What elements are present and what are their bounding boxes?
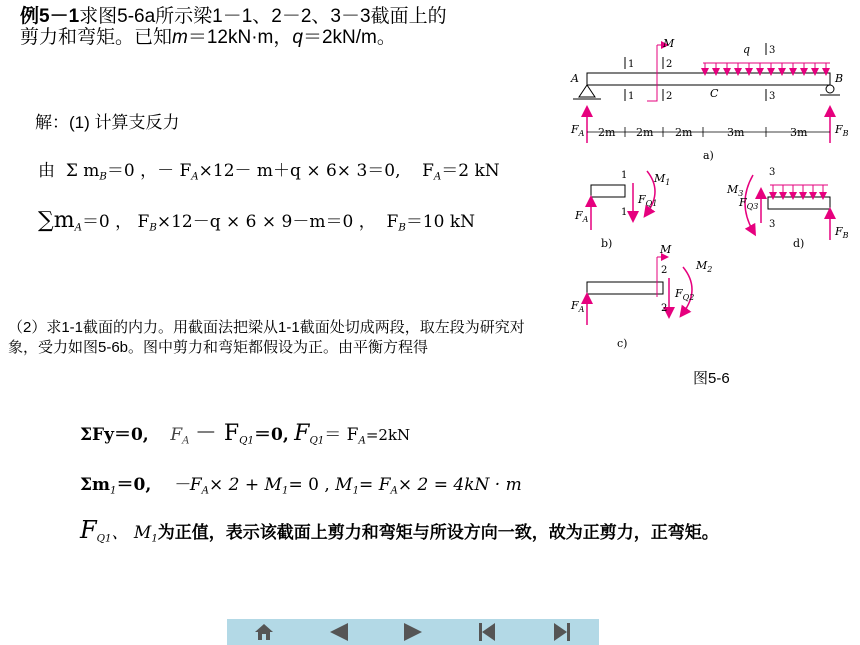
next-icon xyxy=(402,622,424,642)
dim-3: 2m xyxy=(675,126,693,139)
eq-m1-res3: × 2 = 4kN · m xyxy=(397,475,522,495)
eq-fy-fa-sub: A xyxy=(182,435,190,447)
eq-fy-fq1-sub2: Q1 xyxy=(309,435,325,447)
label-b-fa: $F_A$ xyxy=(575,209,589,224)
label-c-fa: $F_A$ xyxy=(571,299,585,314)
figure-caption: 图5-6 xyxy=(693,370,730,387)
dim-4: 3m xyxy=(727,126,745,139)
eq1-sub-b: B xyxy=(99,171,107,183)
label-section-2-top: 2 xyxy=(666,59,673,70)
eq-m1-body1: －F xyxy=(172,475,202,495)
label-c-fig: c) xyxy=(617,337,628,350)
title-q-symbol: q xyxy=(292,27,303,48)
dim-5: 3m xyxy=(790,126,808,139)
label-fq3: $F_{Q3}$ xyxy=(739,196,759,211)
equation-fy xyxy=(80,416,410,447)
eq-fy-fa: F xyxy=(170,425,183,445)
eq-m1-res2: = F xyxy=(359,475,391,495)
first-icon xyxy=(476,622,498,642)
support-b xyxy=(826,85,834,93)
label-m1: $M_1$ xyxy=(654,172,671,187)
eq-fy-eq2: ＝ F xyxy=(324,425,359,445)
dim-1: 2m xyxy=(598,126,616,139)
eq-m1-body2-sub: 1 xyxy=(281,485,289,497)
eq1-result-sub: A xyxy=(433,171,442,183)
beam-figure xyxy=(565,35,860,365)
eq-m1-res1-sub: 1 xyxy=(352,485,360,497)
next-button[interactable] xyxy=(376,619,450,645)
eq1-prefix: 由 xyxy=(38,161,55,181)
eq-fy-eq: ＝0, xyxy=(254,425,289,445)
title-text-1: 求图5-6a所示梁1－1、2－2、3－3截面上的 xyxy=(79,6,447,27)
eq-m1-lhs-eq: ＝0, xyxy=(116,475,152,495)
eq2-sub-b: B xyxy=(149,222,157,234)
label-b-fig: b) xyxy=(601,237,613,250)
label-b-s1-bottom: 1 xyxy=(621,207,628,218)
eq1-result-value: ＝2 kN xyxy=(441,161,500,181)
equation-m1 xyxy=(80,470,522,497)
eq-m1-body2: × 2 + M xyxy=(209,475,282,495)
last-icon xyxy=(551,622,573,642)
label-m3: $M_3$ xyxy=(727,183,744,198)
label-fq1: $F_{Q1}$ xyxy=(638,193,658,208)
label-b: B xyxy=(835,72,844,85)
label-section-3-bottom: 3 xyxy=(769,91,776,102)
eq-fy-fq1: F xyxy=(294,421,310,446)
eq1-mid: ＝0 ，－ F xyxy=(106,161,192,181)
title-q-value: ＝2kN/m。 xyxy=(302,27,396,48)
eq-fy-lhs: ΣFy＝0, xyxy=(80,425,149,445)
last-button[interactable] xyxy=(525,619,599,645)
navigation-bar xyxy=(227,619,599,645)
eq2-rest: ×12－q × 6 × 9－m＝0 ， xyxy=(156,212,376,232)
example-label: 例5－1 xyxy=(20,6,80,27)
label-section-3-top: 3 xyxy=(769,45,776,56)
eq2-result: F xyxy=(386,212,399,232)
home-icon xyxy=(253,622,275,642)
label-c-s2-top: 2 xyxy=(661,265,668,276)
conclusion-text: 为正值，表示该截面上剪力和弯矩与所设方向一致，故为正剪力，正弯矩。 xyxy=(157,523,719,543)
eq-fy-fq1-sub: Q1 xyxy=(239,435,255,447)
label-d-s3-bottom: 3 xyxy=(769,219,776,230)
support-a xyxy=(579,85,595,97)
label-d-fb: $F_B$ xyxy=(835,225,849,240)
label-m: M xyxy=(663,37,675,50)
step1-heading: 解：(1) 计算支反力 xyxy=(35,113,180,132)
label-a: A xyxy=(571,72,579,85)
eq1-sum: Σ m xyxy=(65,161,100,181)
conclusion-m-sub: 1 xyxy=(151,533,158,545)
equation-mb xyxy=(38,156,500,183)
label-c-s2-bottom: 2 xyxy=(661,303,668,314)
eq1-result: F xyxy=(422,161,434,181)
home-button[interactable] xyxy=(227,619,301,645)
segment-c xyxy=(587,282,663,294)
label-fb: $F_B$ xyxy=(835,123,849,138)
eq-m1-body3: = 0 , xyxy=(288,475,330,495)
eq2-result-value: ＝10 kN xyxy=(405,212,476,232)
eq-m1-res2-sub: A xyxy=(390,485,398,497)
title-m-symbol: m xyxy=(172,27,188,48)
eq1-sub-a: A xyxy=(191,171,199,183)
main-beam xyxy=(587,73,830,85)
label-fa: $F_A$ xyxy=(571,123,585,138)
eq2-sum: ∑m xyxy=(38,208,75,233)
title-text-2: 剪力和弯矩。已知 xyxy=(20,27,173,48)
example-title xyxy=(20,6,560,48)
eq1-rest: ×12－ m＋q × 6× 3＝0, xyxy=(198,161,401,181)
segment-d xyxy=(768,197,830,209)
eq2-result-sub: B xyxy=(398,222,406,234)
eq-fy-value: =2kN xyxy=(365,426,411,444)
segment-b xyxy=(591,185,625,197)
label-b-s1-top: 1 xyxy=(621,170,628,181)
conclusion-f: F xyxy=(80,516,97,544)
label-c: C xyxy=(710,87,719,100)
label-c-m: M xyxy=(660,243,672,256)
title-m-value: ＝12kN·m， xyxy=(187,27,293,48)
label-q: q xyxy=(743,43,751,56)
label-d-s3-top: 3 xyxy=(769,167,776,178)
conclusion xyxy=(80,516,719,545)
label-d-fig: d) xyxy=(793,237,805,250)
eq-m1-lhs-sub: 1 xyxy=(110,485,117,497)
eq-m1-body1-sub: A xyxy=(201,485,210,497)
equation-ma xyxy=(38,207,475,234)
label-section-1-top: 1 xyxy=(628,59,635,70)
label-m2: $M_2$ xyxy=(696,259,713,274)
label-section-2-bottom: 2 xyxy=(666,91,673,102)
eq2-mid: ＝0 ， F xyxy=(81,212,150,232)
label-a-fig: a) xyxy=(703,149,714,162)
conclusion-f-sub: Q1 xyxy=(96,533,112,545)
step2-paragraph: （2）求1-1截面的内力。用截面法把梁从1-1截面处切成两段，取左段为研究对象，受力如图5-6b。图中剪力和弯矩都假设为正。由平衡方程得 xyxy=(8,319,525,356)
eq-fy-fa-sub2: A xyxy=(358,435,366,447)
label-fq2: $F_{Q2}$ xyxy=(675,287,695,302)
previous-button[interactable] xyxy=(301,619,375,645)
previous-icon xyxy=(328,622,350,642)
dim-2: 2m xyxy=(636,126,654,139)
first-button[interactable] xyxy=(450,619,524,645)
eq2-sub-a: A xyxy=(74,222,82,234)
conclusion-m: 、 M xyxy=(111,523,152,543)
eq-m1-lhs: Σm xyxy=(80,475,111,495)
label-section-1-bottom: 1 xyxy=(628,91,635,102)
eq-m1-res1: M xyxy=(335,475,353,495)
eq-fy-minus: － F xyxy=(194,421,240,446)
